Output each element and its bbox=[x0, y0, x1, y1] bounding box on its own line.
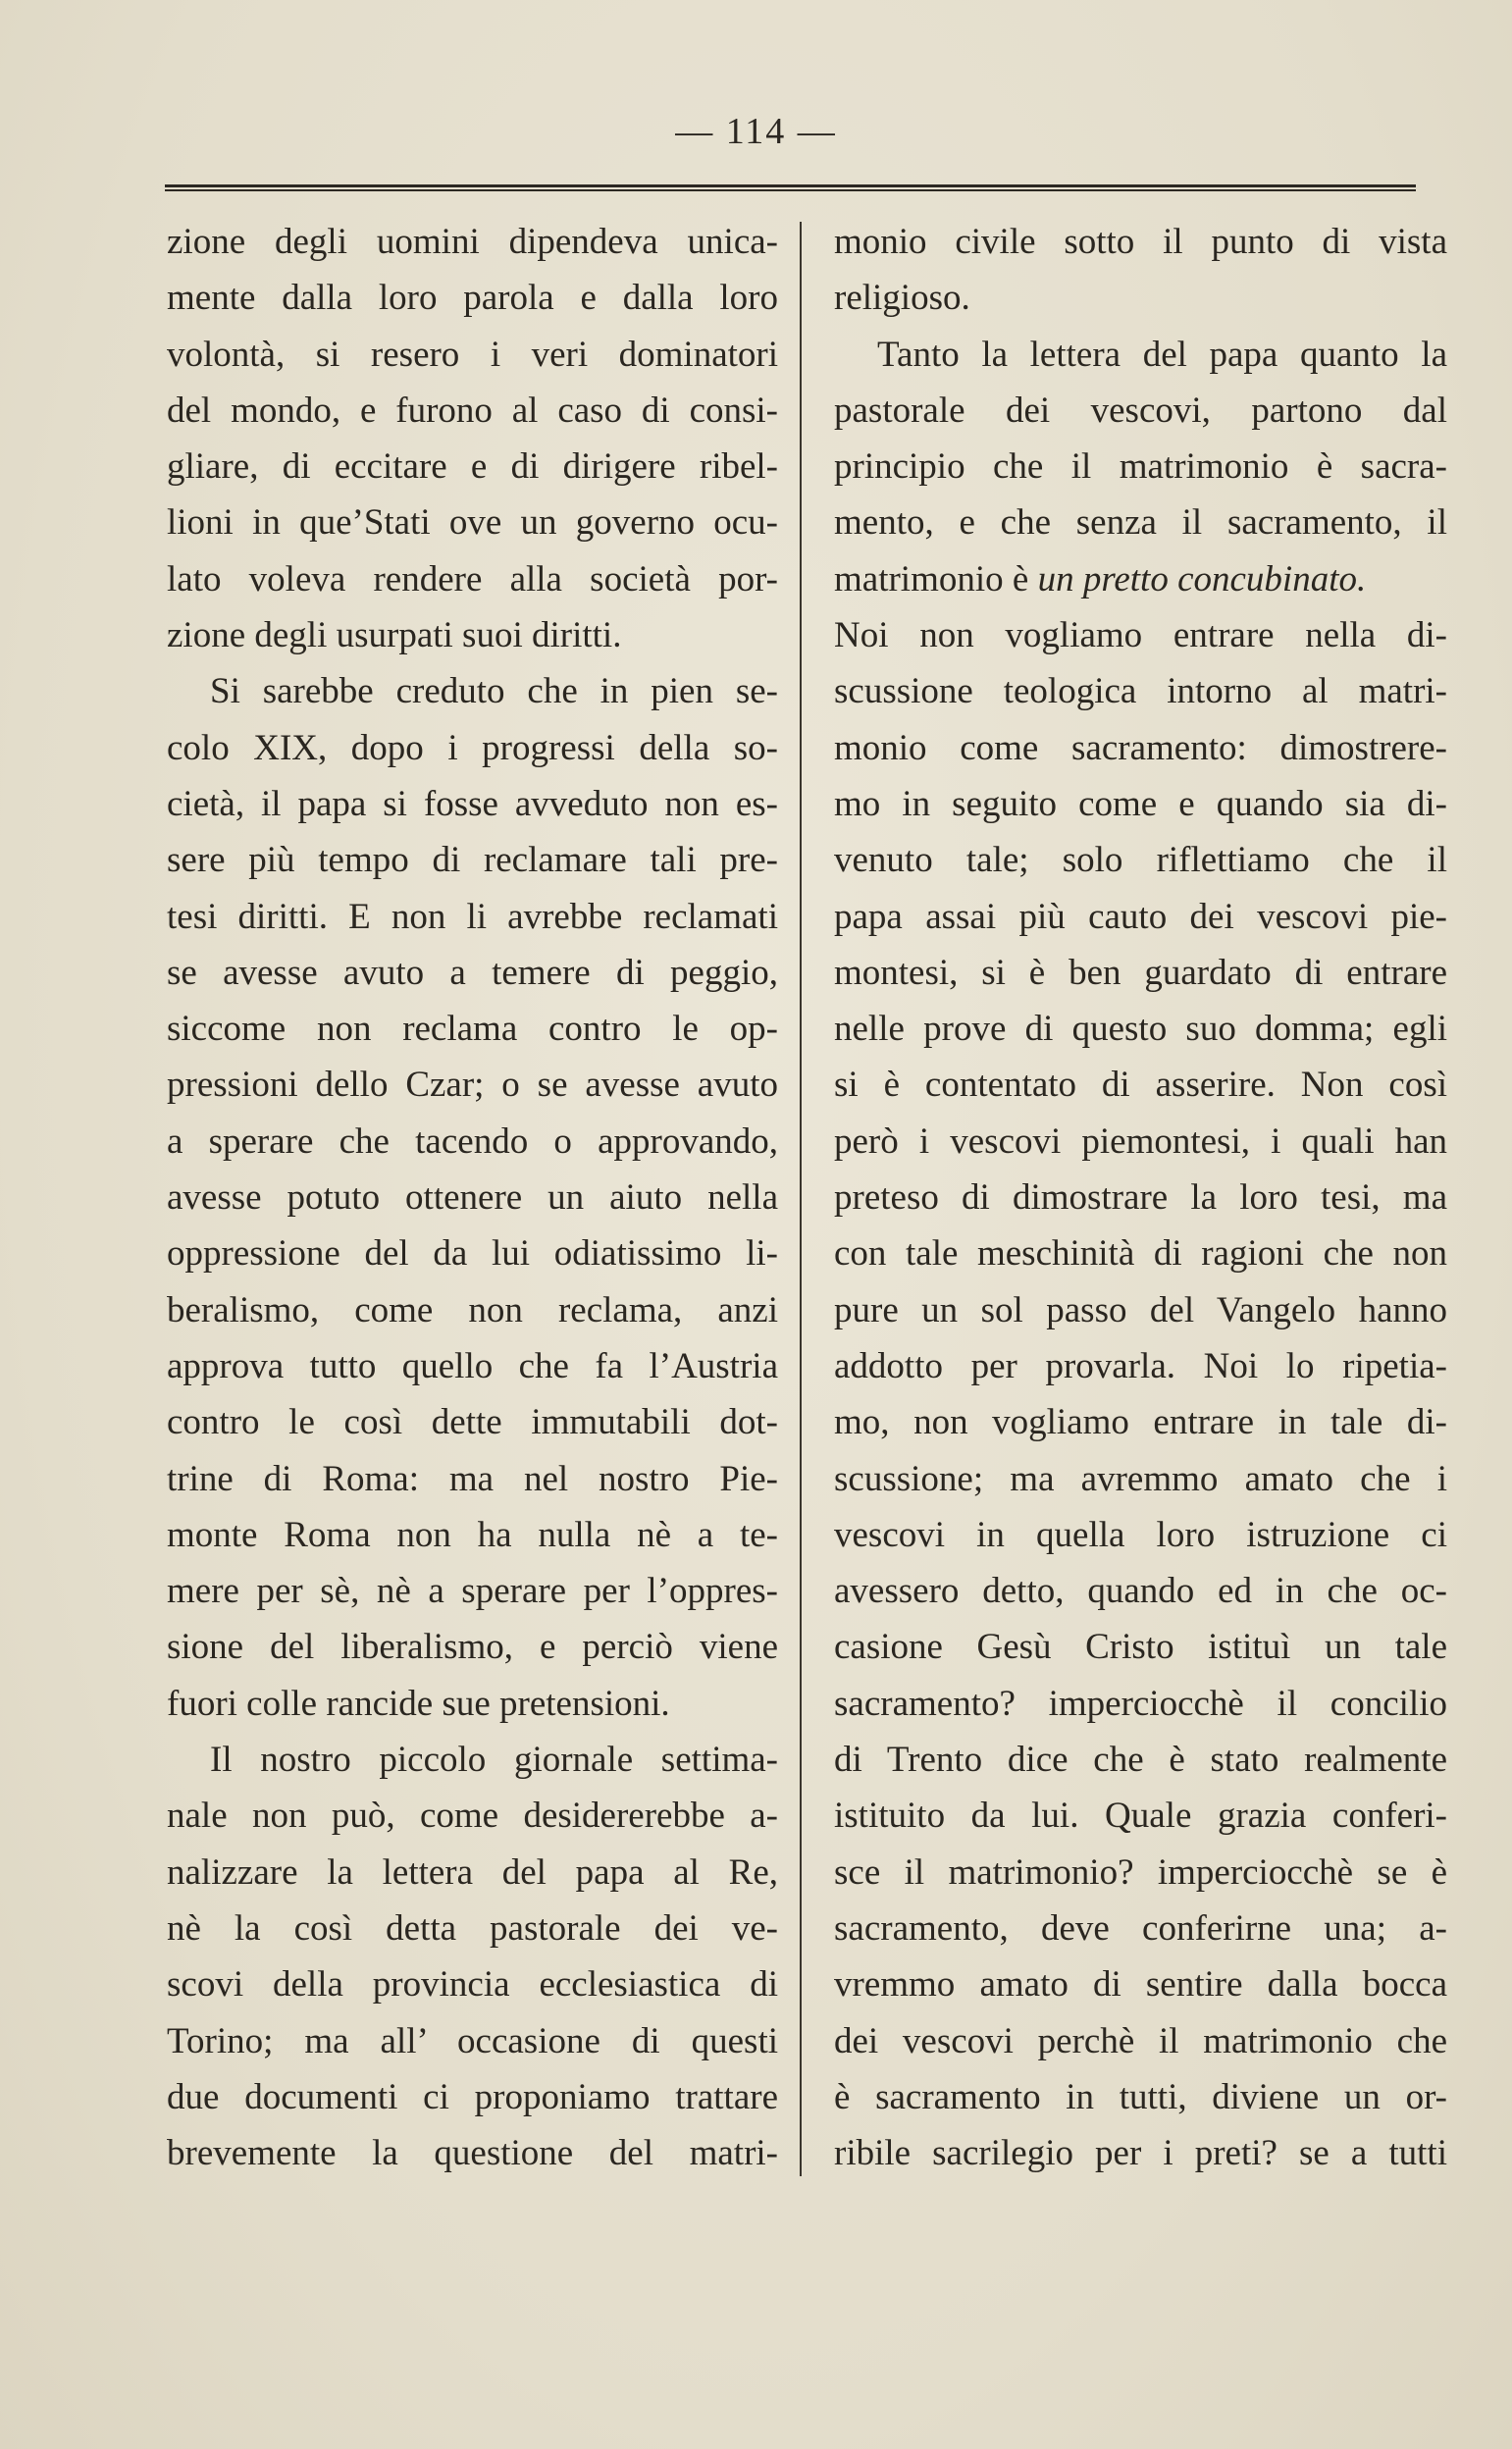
text-line: principio che il matrimonio è sacra- bbox=[834, 446, 1447, 488]
text-line: preteso di dimostrare la loro tesi, ma bbox=[834, 1177, 1447, 1219]
text-line: brevemente la questione del matri- bbox=[167, 2133, 778, 2174]
text-line: con tale meschinità di ragioni che non bbox=[834, 1233, 1447, 1275]
text-line: di Trento dice che è stato realmente bbox=[834, 1740, 1447, 1781]
text-line: sacramento, deve conferirne una; a- bbox=[834, 1907, 1447, 1949]
page-number: — 114 — bbox=[675, 111, 837, 152]
text-line: istituito da lui. Quale grazia conferi- bbox=[834, 1796, 1447, 1837]
text-line: a sperare che tacendo o approvando, bbox=[167, 1120, 778, 1162]
text-line: sione del liberalismo, e perciò viene bbox=[167, 1627, 778, 1668]
text-line: mere per sè, nè a sperare per l’oppres- bbox=[167, 1571, 778, 1612]
text-line: volontà, si resero i veri dominatori bbox=[167, 334, 778, 375]
right-column-lines-a bbox=[834, 214, 1447, 551]
italic-phrase: un pretto concubinato. bbox=[1037, 558, 1367, 599]
text-line: siccome non reclama contro le op- bbox=[167, 1009, 778, 1050]
text-line: addotto per provarla. Noi lo ripetia- bbox=[834, 1345, 1447, 1386]
text-line bbox=[834, 551, 1447, 607]
text-line: sere più tempo di reclamare tali pre- bbox=[167, 840, 778, 881]
text-line: lato voleva rendere alla società por- bbox=[167, 558, 778, 599]
text-line: tesi diritti. E non li avrebbe reclamati bbox=[167, 896, 778, 937]
text-line: montesi, si è ben guardato di entrare bbox=[834, 952, 1447, 993]
text-line: dei vescovi perchè il matrimonio che bbox=[834, 2020, 1447, 2061]
text-line: beralismo, come non reclama, anzi bbox=[167, 1289, 778, 1330]
text-line: nelle prove di questo suo domma; egli bbox=[834, 1009, 1447, 1050]
text-line: nale non può, come desidererebbe a- bbox=[167, 1796, 778, 1837]
text-line: Torino; ma all’ occasione di questi bbox=[167, 2020, 778, 2061]
text-line: casione Gesù Cristo istituì un tale bbox=[834, 1627, 1447, 1668]
text-segment: matrimonio è bbox=[834, 558, 1038, 599]
text-line: è sacramento in tutti, diviene un or- bbox=[834, 2076, 1447, 2117]
left-column bbox=[167, 214, 778, 2176]
text-line: sce il matrimonio? imperciocchè se è bbox=[834, 1851, 1447, 1893]
text-line: zione degli usurpati suoi diritti. bbox=[167, 615, 622, 656]
text-line: avesse potuto ottenere un aiuto nella bbox=[167, 1177, 778, 1219]
text-line: vescovi in quella loro istruzione ci bbox=[834, 1514, 1447, 1555]
text-line: due documenti ci proponiamo trattare bbox=[167, 2076, 778, 2117]
text-line: mo, non vogliamo entrare in tale di- bbox=[834, 1402, 1447, 1443]
text-line: nè la così detta pastorale dei ve- bbox=[167, 1907, 778, 1949]
header-rule bbox=[165, 184, 1416, 191]
text-line: fuori colle rancide sue pretensioni. bbox=[167, 1683, 670, 1724]
text-line: venuto tale; solo riflettiamo che il bbox=[834, 840, 1447, 881]
text-line: monio civile sotto il punto di vista bbox=[834, 222, 1447, 262]
text-line: ribile sacrilegio per i preti? se a tutti bbox=[834, 2133, 1447, 2174]
text-line: monio come sacramento: dimostrere- bbox=[834, 727, 1447, 768]
text-line: scovi della provincia ecclesiastica di bbox=[167, 1964, 778, 2006]
text-line: Noi non vogliamo entrare nella di- bbox=[834, 615, 1447, 656]
text-line: approva tutto quello che fa l’Austria bbox=[167, 1345, 778, 1386]
text-line: zione degli uomini dipendeva unica- bbox=[167, 222, 778, 262]
text-line: religioso. bbox=[834, 278, 970, 319]
text-line: avessero detto, quando ed in che oc- bbox=[834, 1571, 1447, 1612]
text-line: lioni in que’Stati ove un governo ocu- bbox=[167, 502, 778, 544]
text-line: se avesse avuto a temere di peggio, bbox=[167, 952, 778, 993]
text-line: mente dalla loro parola e dalla loro bbox=[167, 278, 778, 319]
text-line: del mondo, e furono al caso di consi- bbox=[167, 390, 778, 431]
text-line: colo XIX, dopo i progressi della so- bbox=[167, 727, 778, 768]
text-line: mo in seguito come e quando sia di- bbox=[834, 783, 1447, 824]
text-line: papa assai più cauto dei vescovi pie- bbox=[834, 896, 1447, 937]
text-line: pressioni dello Czar; o se avesse avuto bbox=[167, 1065, 778, 1106]
text-line: cietà, il papa si fosse avveduto non es- bbox=[167, 783, 778, 824]
text-line: sacramento? imperciocchè il concilio bbox=[834, 1683, 1447, 1724]
text-line: scussione; ma avremmo amato che i bbox=[834, 1458, 1447, 1499]
text-line: scussione teologica intorno al matri- bbox=[834, 671, 1447, 712]
text-line: Si sarebbe creduto che in pien se- bbox=[210, 671, 778, 712]
column-divider bbox=[800, 222, 802, 2176]
text-line: nalizzare la lettera del papa al Re, bbox=[167, 1851, 778, 1893]
text-line: mento, e che senza il sacramento, il bbox=[834, 502, 1447, 544]
right-column-lines-b bbox=[834, 607, 1447, 2176]
text-line: però i vescovi piemontesi, i quali han bbox=[834, 1120, 1447, 1162]
text-line: oppressione del da lui odiatissimo li- bbox=[167, 1233, 778, 1275]
text-line: pastorale dei vescovi, partono dal bbox=[834, 390, 1447, 431]
text-line: Tanto la lettera del papa quanto la bbox=[877, 334, 1447, 375]
text-line: trine di Roma: ma nel nostro Pie- bbox=[167, 1458, 778, 1499]
text-line: gliare, di eccitare e di dirigere ribel- bbox=[167, 446, 778, 488]
text-line: pure un sol passo del Vangelo hanno bbox=[834, 1289, 1447, 1330]
right-column bbox=[834, 214, 1447, 2176]
text-line: vremmo amato di sentire dalla bocca bbox=[834, 1964, 1447, 2006]
text-line: si è contentato di asserire. Non così bbox=[834, 1065, 1447, 1106]
text-line: monte Roma non ha nulla nè a te- bbox=[167, 1514, 778, 1555]
text-line: contro le così dette immutabili dot- bbox=[167, 1402, 778, 1443]
text-line: Il nostro piccolo giornale settima- bbox=[210, 1740, 778, 1781]
